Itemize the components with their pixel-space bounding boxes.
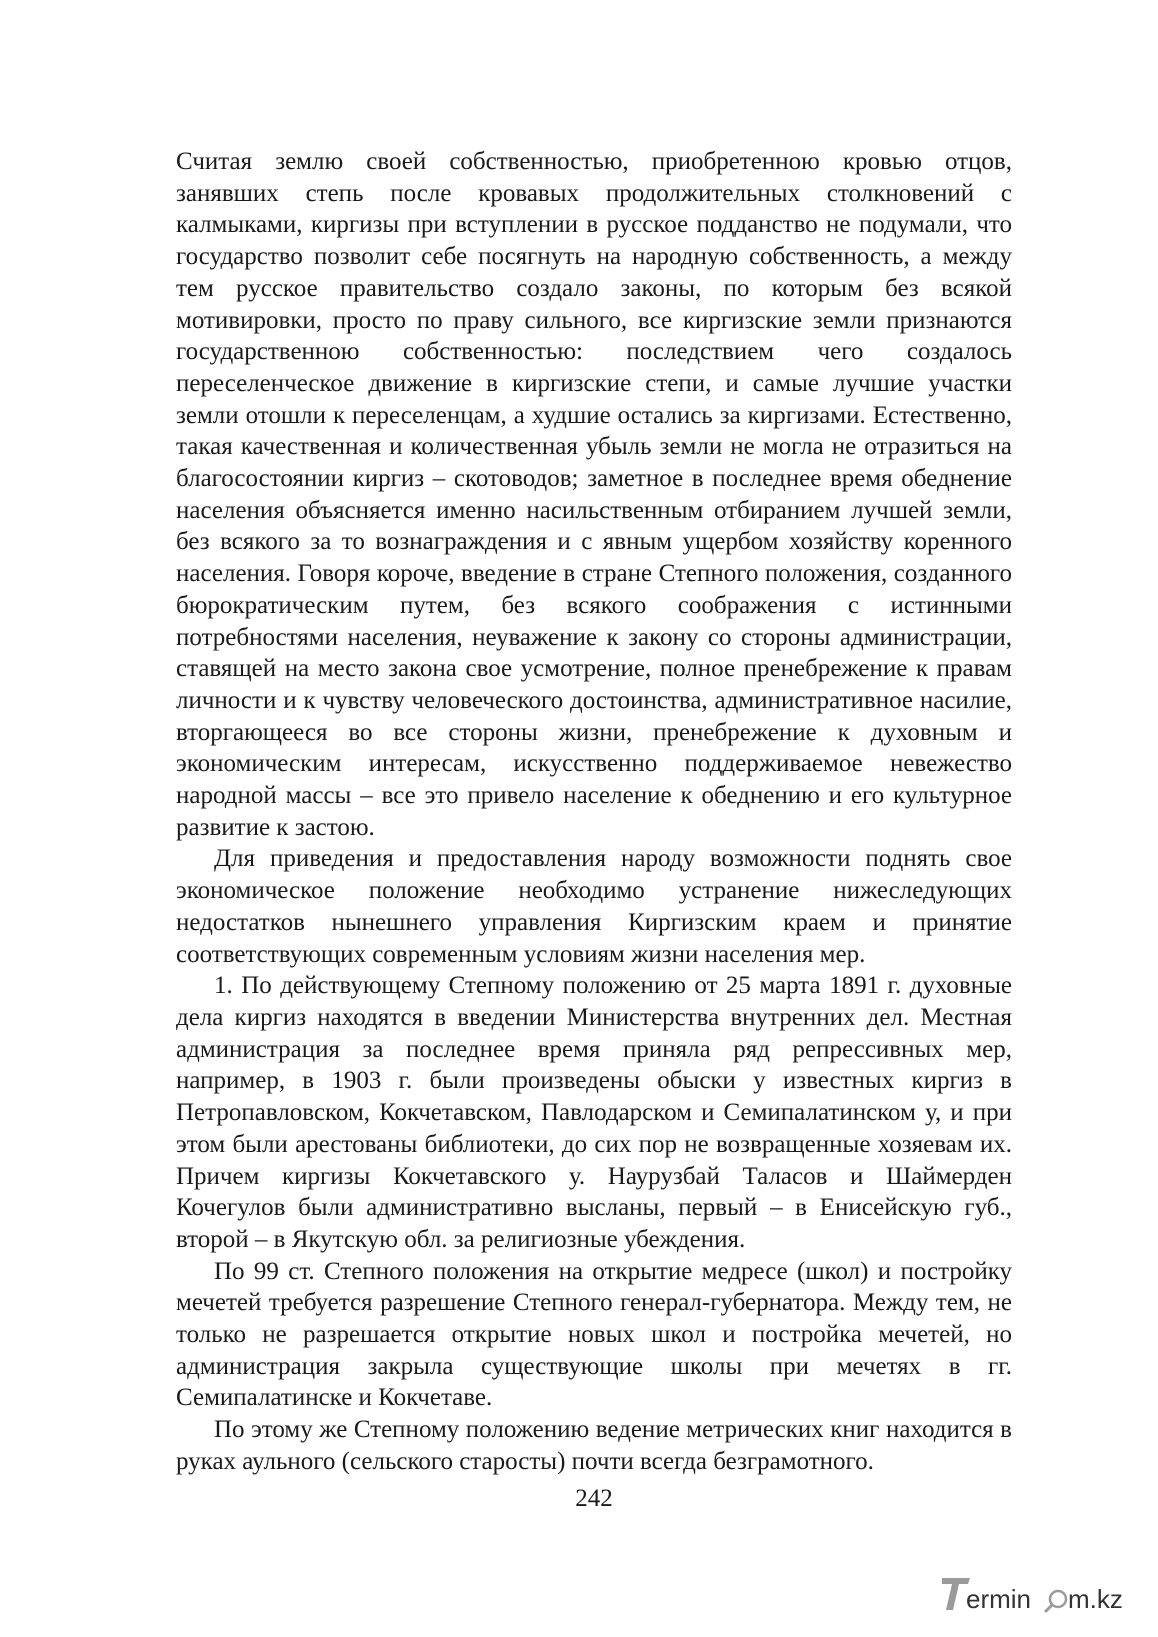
termincom-watermark-logo [940, 1568, 1140, 1618]
paragraph-2: Для приведения и предоставления народу возможности поднять свое экономическое положение необходимо устранение нижеследующих недостатков нынешнего управления Киргизским краем и принятие соответствующих современным условиям жизни населения мер. [176, 845, 1012, 968]
svg-text:ermin: ermin [966, 1584, 1032, 1614]
paragraph-4: По 99 ст. Степного положения на открытие медресе (школ) и постройку мечетей требуется разрешение Степного генерал-губернатора. Между тем, не только не разрешается открытие новых школ и постройка мечетей, но администрация закрыла существующие школы при мечетях в гг. Семипалатинске и Кокчетаве. [176, 1257, 1012, 1412]
body-text [176, 146, 1012, 1478]
page-number: 242 [575, 1485, 613, 1512]
paragraph-5: По этому же Степному положению ведение метрических книг находится в руках аульного (сельского старосты) почти всегда безграмотного. [176, 1416, 1012, 1475]
svg-text:m.kz: m.kz [1068, 1584, 1123, 1614]
paragraph-1: Считая землю своей собственностью, приобретенною кровью отцов, занявших степь после кровавых продолжительных столкновений с калмыками, киргизы при вступлении в русское подданство не подумали, что государство позволит себе посягнуть на народную собственность, а между тем русское правительство создало законы, по которым без всякой мотивировки, просто по праву сильного, все киргизские земли признаются государственною собственностью: последствием чего создалось переселенческое движение в киргизские степи, и самые лучшие участки земли отошли к переселенцам, а худшие остались за киргизами. Естественно, такая качественная и количественная убыль земли не могла не отразиться на благосостоянии киргиз – скотоводов; заметное в последнее время обеднение населения объясняется именно насильственным отбиранием лучшей земли, без всякого за то вознаграждения и с явным ущербом хозяйству коренного населения. Говоря короче, введение в стране Степного положения, созданного бюрократическим путем, без всякого соображения с истинными потребностями населения, неуважение к закону со стороны администрации, ставящей на место закона свое усмотрение, полное пренебрежение к правам личности и к чувству человеческого достоинства, административное насилие, вторгающееся во все стороны жизни, пренебрежение к духовным и экономическим интересам, искусственно поддерживаемое невежество народной массы – все это привело население к обеднению и его культурное развитие к застою. [176, 148, 1012, 841]
paragraph-3: 1. По действующему Степному положению от 25 марта 1891 г. духовные дела киргиз находятся в введении Министерства внутренних дел. Местная администрация за последнее время приняла ряд репрессивных мер, например, в 1903 г. были произведены обыски у известных киргиз в Петропавловском, Кокчетавском, Павлодарском и Семипалатинском у, и при этом были арестованы библиотеки, до сих пор не возвращенные хозяевам их. Причем киргизы Кокчетавского у. Наурузбай Таласов и Шаймерден Кочегулов были административно высланы, первый – в Енисейскую губ., второй – в Якутскую обл. за религиозные убеждения. [176, 972, 1012, 1253]
